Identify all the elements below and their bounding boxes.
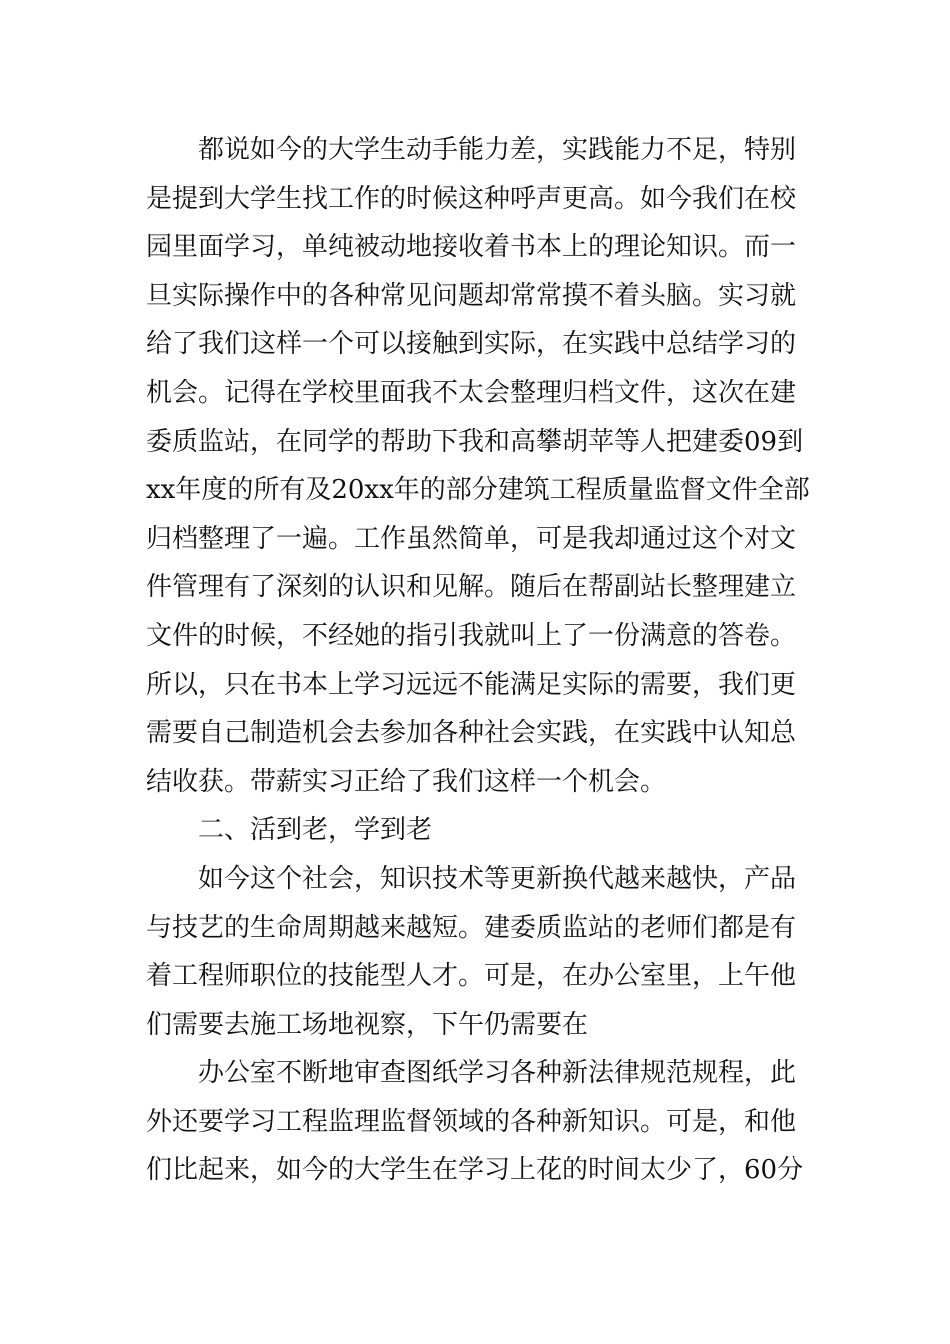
text-line: 件管理有了深刻的认识和见解。随后在帮副站长整理建立 — [146, 572, 797, 603]
text-line: 如今这个社会，知识技术等更新换代越来越快，产品 — [198, 863, 797, 894]
text-line: 所以，只在书本上学习远远不能满足实际的需要，我们更 — [146, 669, 797, 700]
text-line: 文件的时候，不经她的指引我就叫上了一份满意的答卷。 — [146, 620, 797, 651]
body-text — [146, 126, 811, 1195]
text-line: 办公室不断地审查图纸学习各种新法律规范规程，此 — [198, 1058, 797, 1089]
text-line: 着工程师职位的技能型人才。可是，在办公室里，上午他 — [146, 961, 797, 992]
text-line: 委质监站，在同学的帮助下我和高攀胡苹等人把建委09到 — [146, 426, 804, 457]
text-line: 们比起来，如今的大学生在学习上花的时间太少了，60分 — [146, 1155, 804, 1186]
text-line: 结收获。带薪实习正给了我们这样一个机会。 — [146, 766, 667, 797]
text-line: 是提到大学生找工作的时候这种呼声更高。如今我们在校 — [146, 183, 797, 214]
text-line: 二、活到老，学到老 — [198, 815, 433, 846]
text-line: 外还要学习工程监理监督领域的各种新知识。可是，和他 — [146, 1106, 797, 1137]
text-line: 给了我们这样一个可以接触到实际，在实践中总结学习的 — [146, 329, 797, 360]
text-line: 机会。记得在学校里面我不太会整理归档文件，这次在建 — [146, 377, 797, 408]
text-line: xx年度的所有及20xx年的部分建筑工程质量监督文件全部 — [146, 475, 810, 506]
text-line: 园里面学习，单纯被动地接收着书本上的理论知识。而一 — [146, 232, 797, 263]
text-line: 旦实际操作中的各种常见问题却常常摸不着头脑。实习就 — [146, 280, 797, 311]
text-line: 都说如今的大学生动手能力差，实践能力不足，特别 — [198, 135, 797, 165]
text-line: 归档整理了一遍。工作虽然简单，可是我却通过这个对文 — [146, 523, 797, 554]
text-line: 与技艺的生命周期越来越短。建委质监站的老师们都是有 — [146, 912, 797, 943]
text-line: 需要自己制造机会去参加各种社会实践，在实践中认知总 — [146, 718, 797, 749]
text-line: 们需要去施工场地视察，下午仍需要在 — [146, 1009, 589, 1040]
